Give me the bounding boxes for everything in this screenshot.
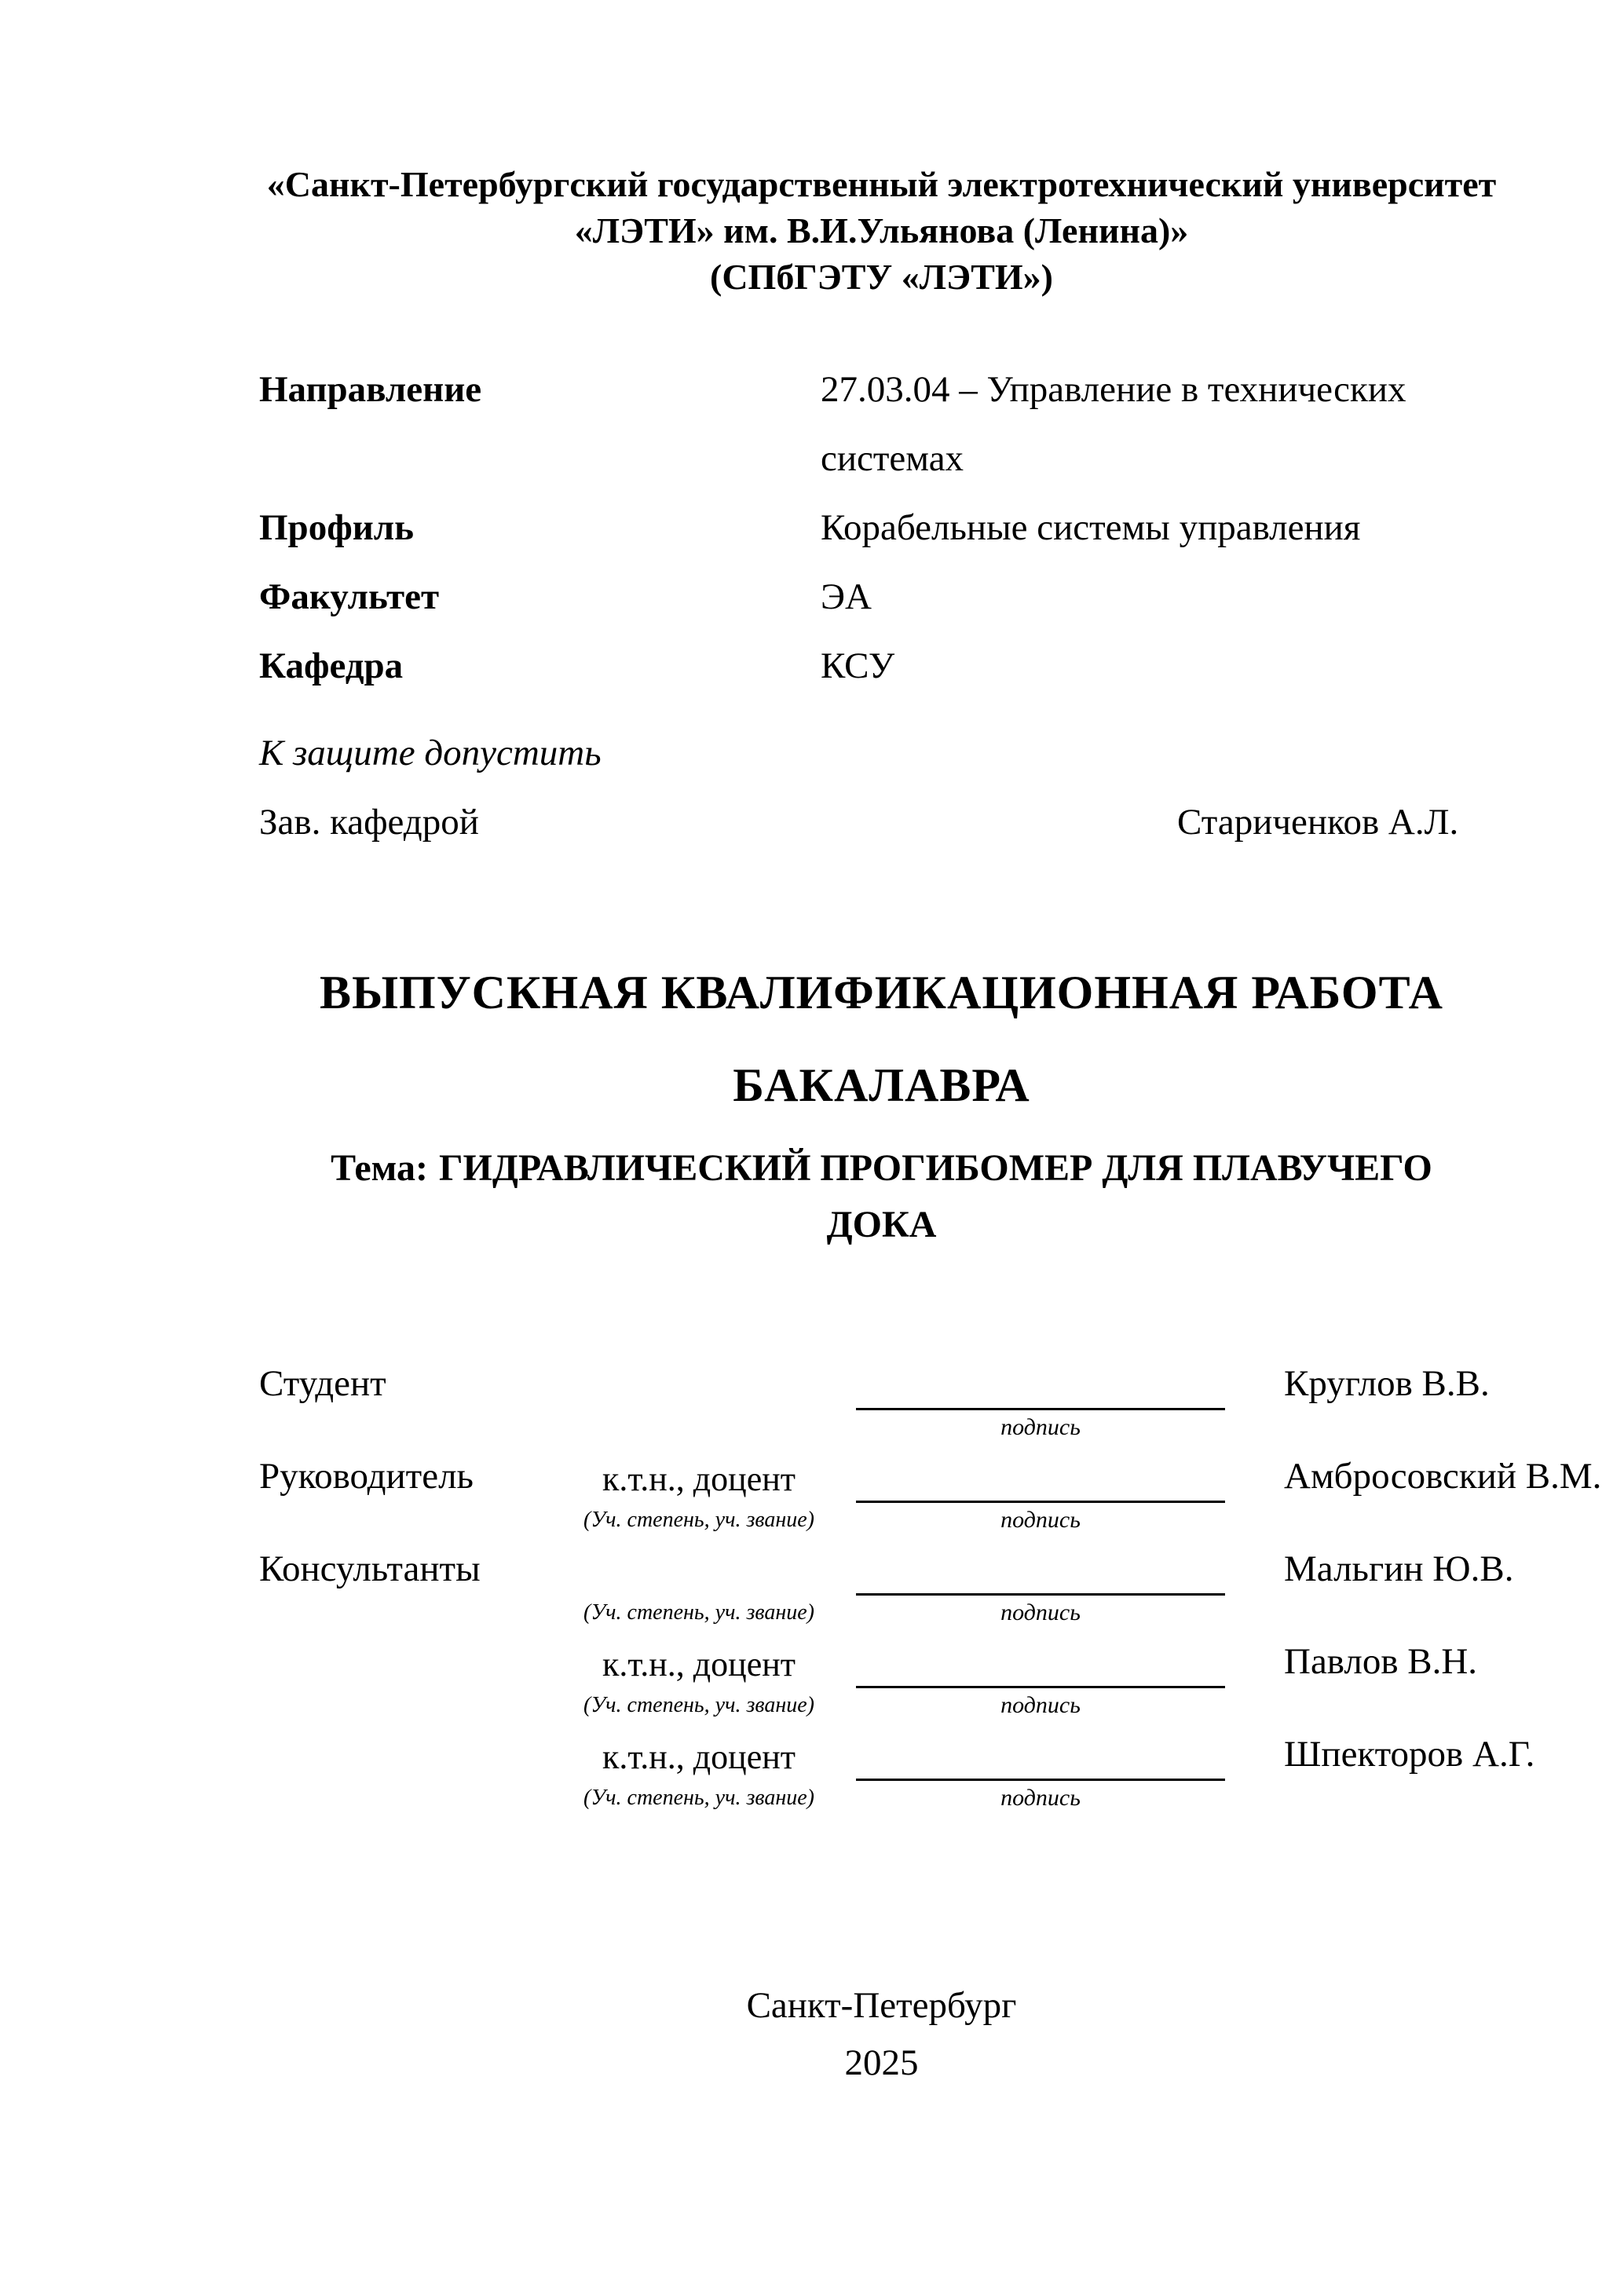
admission-approver-name: Стариченков А.Л. <box>1177 802 1459 843</box>
footer <box>259 1977 1504 2092</box>
university-name-line-3: (СПбГЭТУ «ЛЭТИ») <box>710 257 1053 297</box>
degree-caption: (Уч. степень, уч. звание) <box>583 1786 814 1810</box>
person-name-supervisor: Амбросовский В.М. <box>1284 1456 1602 1497</box>
role-label-student: Студент <box>259 1363 386 1404</box>
degree-label-supervisor: к.т.н., доцент <box>602 1460 796 1498</box>
signature-line <box>856 1651 1225 1688</box>
topic-label: Тема: <box>331 1147 428 1189</box>
signature-line <box>856 1744 1225 1781</box>
signature-row-student <box>259 1362 1624 1450</box>
person-name-student: Круглов В.В. <box>1284 1363 1490 1404</box>
info-value-faculty: ЭА <box>821 576 872 617</box>
page-content <box>259 0 1602 2296</box>
signature-caption: подпись <box>1000 1414 1081 1440</box>
signature-caption: подпись <box>1000 1507 1081 1533</box>
degree-label-consultant-3: к.т.н., доцент <box>602 1738 796 1776</box>
info-value-direction: 27.03.04 – Управление в технических системах <box>821 369 1406 479</box>
person-name-consultant-2: Павлов В.Н. <box>1284 1641 1478 1682</box>
info-label-faculty: Факультет <box>259 576 440 617</box>
role-label-consultants: Консультанты <box>259 1548 481 1589</box>
footer-year: 2025 <box>844 2042 919 2083</box>
info-row-profile <box>259 493 1504 562</box>
work-title <box>259 946 1504 1132</box>
info-row-faculty <box>259 562 1504 631</box>
signature-caption: подпись <box>1000 1600 1081 1625</box>
degree-label-consultant-2: к.т.н., доцент <box>602 1645 796 1684</box>
university-name-line-2: «ЛЭТИ» им. В.И.Ульянова (Ленина)» <box>574 210 1189 250</box>
info-row-department <box>259 631 1504 700</box>
topic-line-1 <box>259 1140 1504 1197</box>
degree-caption: (Уч. степень, уч. звание) <box>583 1508 814 1532</box>
info-label-department: Кафедра <box>259 645 404 686</box>
topic-text-line-2: ДОКА <box>826 1204 937 1245</box>
info-row-direction <box>259 355 1504 493</box>
signature-caption: подпись <box>1000 1785 1081 1811</box>
degree-caption: (Уч. степень, уч. звание) <box>583 1693 814 1717</box>
info-label-direction: Направление <box>259 369 482 410</box>
signature-row-consultant-1 <box>259 1548 1624 1636</box>
signature-row-consultant-3 <box>259 1733 1624 1821</box>
university-header <box>259 161 1504 300</box>
person-name-consultant-3: Шпекторов А.Г. <box>1284 1734 1535 1775</box>
signature-line <box>856 1559 1225 1596</box>
signature-line <box>856 1373 1225 1410</box>
role-label-supervisor: Руководитель <box>259 1456 474 1497</box>
signature-line <box>856 1466 1225 1503</box>
university-name-line-1: «Санкт-Петербургский государственный электротехнический университет <box>266 164 1497 204</box>
footer-city: Санкт-Петербург <box>746 1985 1017 2026</box>
person-name-consultant-1: Мальгин Ю.В. <box>1284 1548 1514 1589</box>
info-value-profile: Корабельные системы управления <box>821 507 1361 548</box>
info-label-profile: Профиль <box>259 507 415 548</box>
info-value-department: КСУ <box>821 645 895 686</box>
topic-section <box>259 1140 1504 1253</box>
degree-caption: (Уч. степень, уч. звание) <box>583 1600 814 1625</box>
signature-caption: подпись <box>1000 1692 1081 1718</box>
admission-note: К защите допустить <box>259 733 602 773</box>
signature-row-supervisor <box>259 1455 1624 1543</box>
topic-text-line-1: ГИДРАВЛИЧЕСКИЙ ПРОГИБОМЕР ДЛЯ ПЛАВУЧЕГО <box>438 1147 1432 1189</box>
work-title-line-2: БАКАЛАВРА <box>733 1059 1030 1111</box>
work-title-line-1: ВЫПУСКНАЯ КВАЛИФИКАЦИОННАЯ РАБОТА <box>320 967 1443 1018</box>
signature-row-consultant-2 <box>259 1640 1624 1728</box>
admission-role: Зав. кафедрой <box>259 802 479 843</box>
signatures-section <box>259 1362 1624 1834</box>
program-info-section <box>259 355 1504 700</box>
